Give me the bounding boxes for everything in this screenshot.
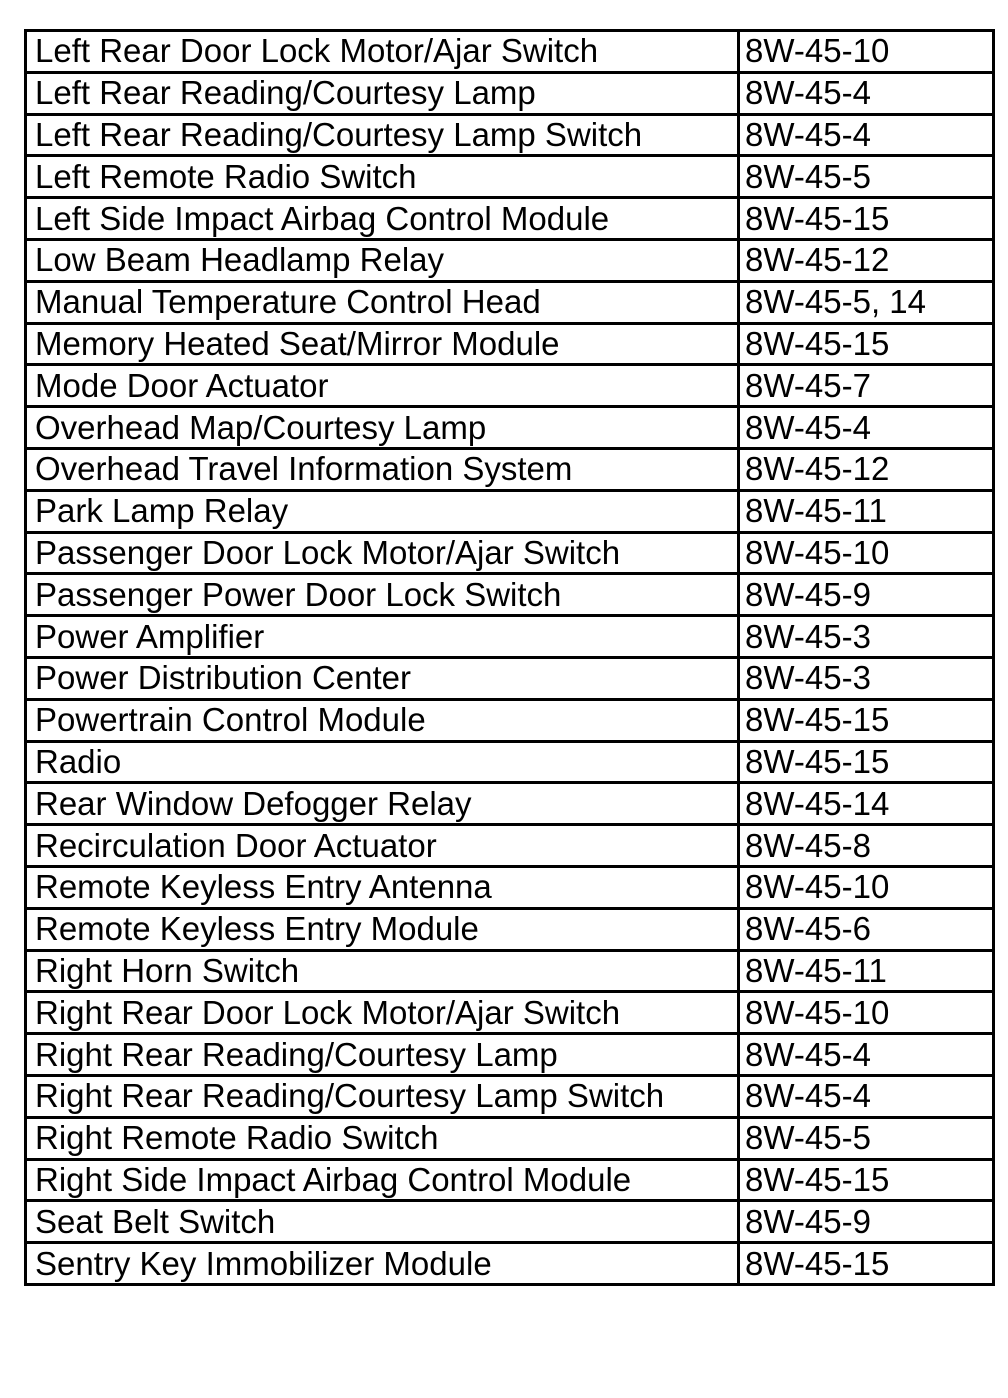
component-name-cell: Seat Belt Switch — [26, 1201, 739, 1243]
table-row — [26, 448, 994, 490]
page-reference-cell: 8W-45-14 — [739, 783, 994, 825]
page-reference-cell: 8W-45-10 — [739, 866, 994, 908]
table-row — [26, 657, 994, 699]
table-row — [26, 741, 994, 783]
table-row — [26, 574, 994, 616]
page-reference-cell: 8W-45-12 — [739, 448, 994, 490]
table-row — [26, 31, 994, 73]
page-reference-cell: 8W-45-5 — [739, 1117, 994, 1159]
page-reference-cell: 8W-45-4 — [739, 114, 994, 156]
table-row — [26, 908, 994, 950]
page-reference-cell: 8W-45-11 — [739, 490, 994, 532]
table-row — [26, 992, 994, 1034]
table-row — [26, 490, 994, 532]
page-reference-cell: 8W-45-3 — [739, 616, 994, 658]
table-row — [26, 532, 994, 574]
component-name-cell: Power Amplifier — [26, 616, 739, 658]
component-name-cell: Sentry Key Immobilizer Module — [26, 1243, 739, 1285]
component-name-cell: Passenger Door Lock Motor/Ajar Switch — [26, 532, 739, 574]
component-name-cell: Overhead Map/Courtesy Lamp — [26, 407, 739, 449]
page-reference-cell: 8W-45-9 — [739, 1201, 994, 1243]
page-reference-cell: 8W-45-4 — [739, 1075, 994, 1117]
table-row — [26, 72, 994, 114]
page-reference-cell: 8W-45-8 — [739, 825, 994, 867]
page-reference-cell: 8W-45-15 — [739, 1243, 994, 1285]
table-row — [26, 1117, 994, 1159]
page-reference-cell: 8W-45-9 — [739, 574, 994, 616]
table-row — [26, 407, 994, 449]
component-name-cell: Passenger Power Door Lock Switch — [26, 574, 739, 616]
page-reference-cell: 8W-45-15 — [739, 323, 994, 365]
page-reference-cell: 8W-45-15 — [739, 699, 994, 741]
page-reference-cell: 8W-45-3 — [739, 657, 994, 699]
page-reference-cell: 8W-45-4 — [739, 72, 994, 114]
component-name-cell: Power Distribution Center — [26, 657, 739, 699]
page-reference-cell: 8W-45-7 — [739, 365, 994, 407]
table-row — [26, 114, 994, 156]
page-reference-cell: 8W-45-4 — [739, 1034, 994, 1076]
table-row — [26, 239, 994, 281]
component-index-body — [26, 31, 994, 1285]
table-row — [26, 323, 994, 365]
component-index-table — [24, 29, 995, 1286]
table-row — [26, 950, 994, 992]
table-row — [26, 1201, 994, 1243]
component-name-cell: Right Rear Reading/Courtesy Lamp Switch — [26, 1075, 739, 1117]
component-name-cell: Right Remote Radio Switch — [26, 1117, 739, 1159]
table-row — [26, 1075, 994, 1117]
component-name-cell: Rear Window Defogger Relay — [26, 783, 739, 825]
component-name-cell: Overhead Travel Information System — [26, 448, 739, 490]
component-name-cell: Remote Keyless Entry Module — [26, 908, 739, 950]
component-name-cell: Recirculation Door Actuator — [26, 825, 739, 867]
component-name-cell: Right Rear Door Lock Motor/Ajar Switch — [26, 992, 739, 1034]
table-row — [26, 1243, 994, 1285]
table-row — [26, 1034, 994, 1076]
table-row — [26, 783, 994, 825]
page-reference-cell: 8W-45-12 — [739, 239, 994, 281]
table-row — [26, 365, 994, 407]
table-row — [26, 1159, 994, 1201]
table-row — [26, 198, 994, 240]
component-name-cell: Right Rear Reading/Courtesy Lamp — [26, 1034, 739, 1076]
component-name-cell: Park Lamp Relay — [26, 490, 739, 532]
component-name-cell: Radio — [26, 741, 739, 783]
component-name-cell: Left Rear Reading/Courtesy Lamp — [26, 72, 739, 114]
page-reference-cell: 8W-45-15 — [739, 1159, 994, 1201]
table-row — [26, 281, 994, 323]
component-name-cell: Manual Temperature Control Head — [26, 281, 739, 323]
component-name-cell: Left Remote Radio Switch — [26, 156, 739, 198]
page-reference-cell: 8W-45-10 — [739, 992, 994, 1034]
component-name-cell: Right Side Impact Airbag Control Module — [26, 1159, 739, 1201]
page-reference-cell: 8W-45-15 — [739, 198, 994, 240]
table-row — [26, 699, 994, 741]
page-reference-cell: 8W-45-5, 14 — [739, 281, 994, 323]
component-name-cell: Low Beam Headlamp Relay — [26, 239, 739, 281]
component-name-cell: Memory Heated Seat/Mirror Module — [26, 323, 739, 365]
page-reference-cell: 8W-45-6 — [739, 908, 994, 950]
page-reference-cell: 8W-45-10 — [739, 31, 994, 73]
component-name-cell: Left Rear Door Lock Motor/Ajar Switch — [26, 31, 739, 73]
table-row — [26, 156, 994, 198]
component-name-cell: Left Side Impact Airbag Control Module — [26, 198, 739, 240]
page-reference-cell: 8W-45-15 — [739, 741, 994, 783]
component-name-cell: Powertrain Control Module — [26, 699, 739, 741]
table-row — [26, 825, 994, 867]
component-name-cell: Remote Keyless Entry Antenna — [26, 866, 739, 908]
table-row — [26, 616, 994, 658]
page-reference-cell: 8W-45-4 — [739, 407, 994, 449]
page-reference-cell: 8W-45-10 — [739, 532, 994, 574]
page-reference-cell: 8W-45-11 — [739, 950, 994, 992]
table-row — [26, 866, 994, 908]
component-name-cell: Left Rear Reading/Courtesy Lamp Switch — [26, 114, 739, 156]
component-name-cell: Mode Door Actuator — [26, 365, 739, 407]
component-name-cell: Right Horn Switch — [26, 950, 739, 992]
page-reference-cell: 8W-45-5 — [739, 156, 994, 198]
